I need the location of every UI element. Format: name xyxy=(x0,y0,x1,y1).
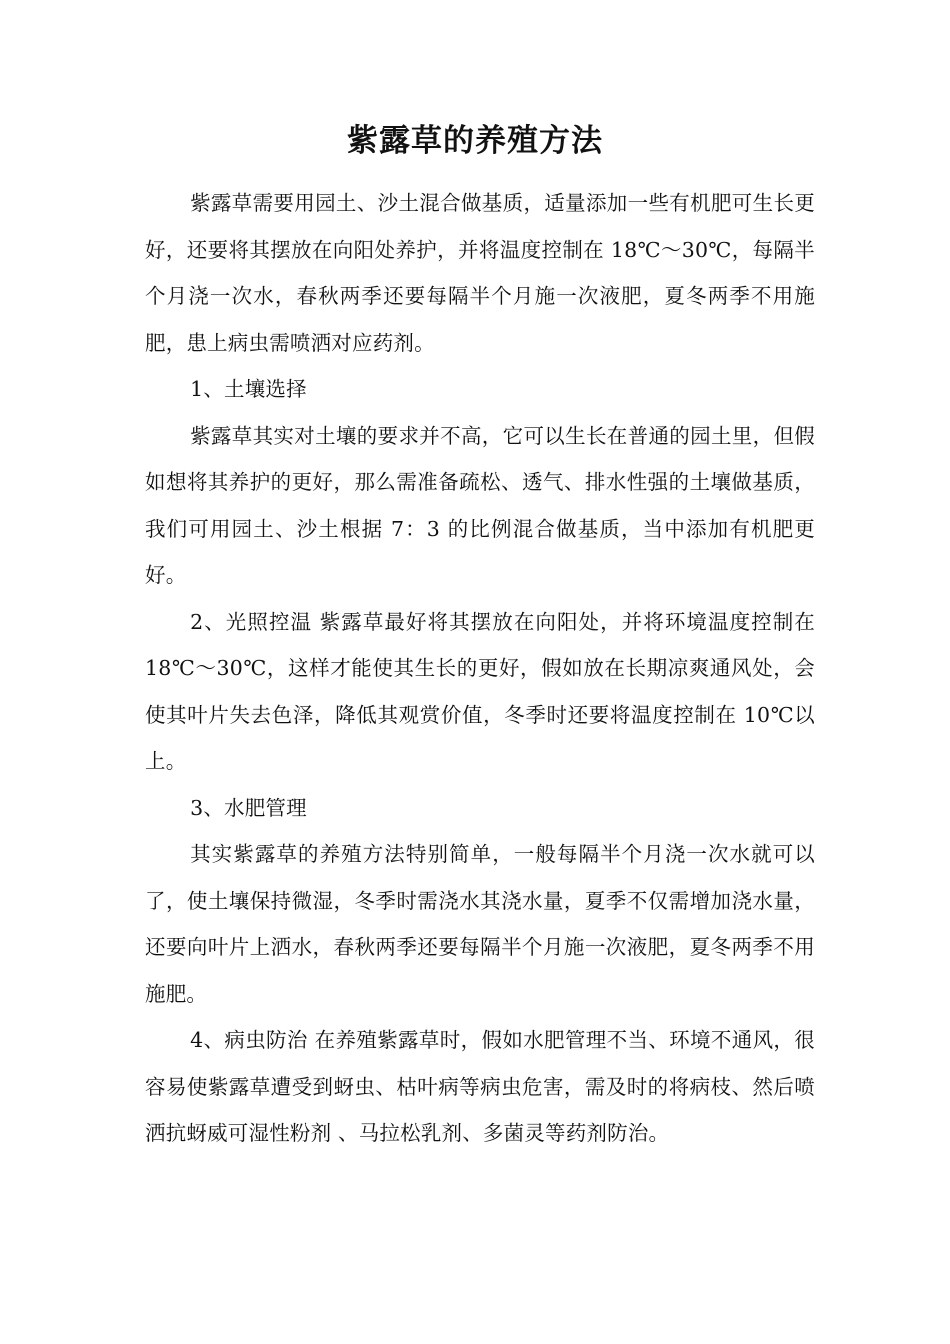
document-title: 紫露草的养殖方法 xyxy=(347,123,603,159)
paragraph-pest-control: 4、病虫防治 在养殖紫露草时，假如水肥管理不当、环境不通风，很容易使紫露草遭受到蚜虫、枯叶病等病虫危害，需及时的将病枝、然后喷洒抗蚜威可湿性粉剂 、马拉松乳剂、多菌灵等药剂防治。 xyxy=(145,1028,815,1145)
document-body xyxy=(145,180,815,1157)
paragraph-intro: 紫露草需要用园土、沙土混合做基质，适量添加一些有机肥可生长更好，还要将其摆放在向阳处养护，并将温度控制在 18℃～30℃，每隔半个月浇一次水，春秋两季还要每隔半个月施一次液肥，夏冬两季不用施肥，患上病虫需喷洒对应药剂。 xyxy=(145,191,815,355)
paragraph-soil: 紫露草其实对土壤的要求并不高，它可以生长在普通的园土里，但假如想将其养护的更好，那么需准备疏松、透气、排水性强的土壤做基质，我们可用园土、沙土根据 7：3 的比例混合做基质，当中添加有机肥更好。 xyxy=(145,423,815,587)
paragraph-light-temperature: 2、光照控温 紫露草最好将其摆放在向阳处，并将环境温度控制在 18℃～30℃，这样才能使其生长的更好，假如放在长期凉爽通风处，会使其叶片失去色泽，降低其观赏价值，冬季时还要将温度控制在 10℃以上。 xyxy=(145,609,815,773)
paragraph-water-fertilizer: 其实紫露草的养殖方法特别简单，一般每隔半个月浇一次水就可以了，使土壤保持微湿，冬季时需浇水其浇水量，夏季不仅需增加浇水量，还要向叶片上洒水，春秋两季还要每隔半个月施一次液肥，夏冬两季不用施肥。 xyxy=(145,842,815,1006)
heading-water-fertilizer: 3、水肥管理 xyxy=(190,795,307,820)
heading-soil-selection: 1、土壤选择 xyxy=(190,377,307,401)
